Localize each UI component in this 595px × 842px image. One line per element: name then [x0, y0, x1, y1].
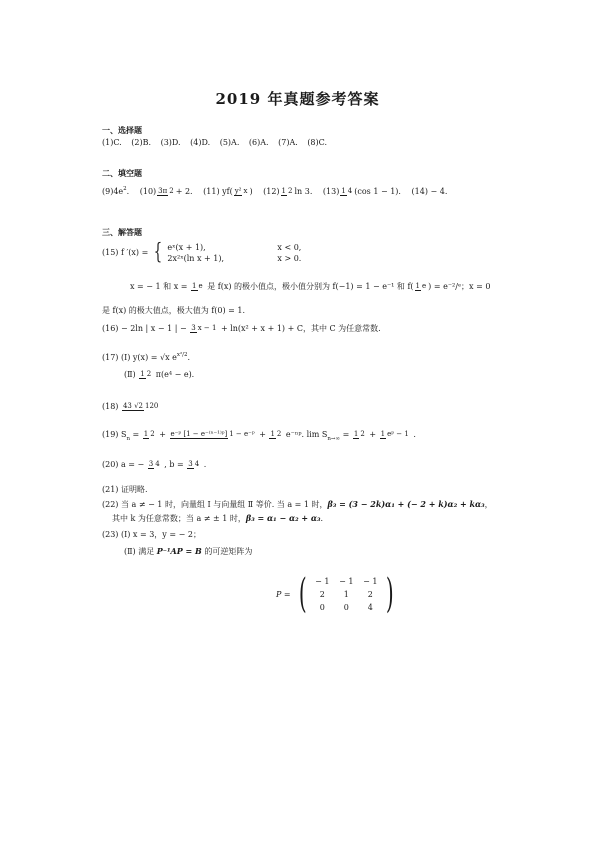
answer-15-l2b: 是 f(x) 的极小值点，极小值分别为 f(−1) = 1 − e⁻¹ 和 f [207, 282, 411, 291]
answer-17b-frac [139, 371, 152, 379]
answer-2: (2)B. [131, 138, 152, 147]
answer-18 [102, 402, 160, 412]
answer-15-label: (15) f ′(x) = [102, 248, 149, 257]
answer-14: (14) − 4. [411, 186, 448, 196]
case-1: eˣ(x + 1), [167, 243, 206, 252]
answer-13-label: (13) [322, 186, 340, 196]
answer-18-den: 120 [145, 402, 159, 410]
answer-13-end: (cos 1 − 1). [354, 186, 401, 196]
answer-15-l2c: = e⁻²/ᵉ；x = 0 [433, 282, 491, 291]
matrix-cell: 1 [343, 589, 349, 599]
answer-12-num: 1 [281, 186, 286, 195]
right-paren-icon: ) [386, 571, 394, 617]
answer-22-a: (22) 当 a ≠ − 1 时，向量组 Ⅰ 与向量组 Ⅱ 等价. 当 a = 1 时， [102, 500, 328, 509]
choice-answers [102, 138, 334, 148]
answer-19-mid: e⁻ⁿᵖ. lim S [285, 430, 328, 439]
answer-15-l2a: x = − 1 和 x = [130, 282, 188, 291]
answer-22-c: ， [484, 500, 493, 509]
answer-7: (7)A. [278, 138, 298, 147]
answer-16-num: 3 [191, 324, 196, 332]
answer-18-frac [122, 403, 159, 411]
answer-19-n3: 1 [270, 430, 275, 438]
matrix-p [276, 571, 398, 617]
answer-20-n1: 3 [148, 460, 154, 468]
answer-17b-end: π(e⁴ − e). [155, 370, 195, 379]
answer-20-d2: 4 [194, 460, 200, 468]
section-heading-solve: 三、解答题 [102, 227, 142, 237]
answer-16-den: x − 1 [197, 324, 217, 332]
answer-10-num: 3π [158, 186, 168, 195]
answer-13 [323, 187, 401, 197]
answer-12-label: (12) [263, 186, 280, 196]
answer-20-n2: 3 [188, 460, 193, 468]
answer-11-frac [234, 188, 249, 196]
answer-23-d: 的可逆矩阵为 [204, 547, 253, 556]
answer-17b-num: 1 [140, 370, 145, 378]
answer-15-line3: 是 f(x) 的极大值点，极大值为 f(0) = 1. [102, 306, 246, 315]
case-2-cond: x > 0. [277, 254, 302, 263]
answer-19-plus2: + [259, 430, 266, 439]
answer-19-limsub: n→∞ [327, 435, 341, 442]
answer-12-frac [281, 188, 294, 196]
fill-answers [102, 184, 447, 197]
answer-19-n2: e⁻ᵖ [1 − e⁻⁽ⁿ⁻¹⁾ᵖ] [170, 430, 228, 438]
answer-17b-label: (Ⅱ) [124, 370, 136, 379]
case-1-cond: x < 0, [277, 243, 302, 252]
answer-11-den: x [243, 186, 248, 195]
answer-12-end: ln 3. [294, 186, 313, 196]
answer-5: (5)A. [219, 138, 240, 147]
answer-1: (1)C. [102, 138, 122, 147]
answer-17b-den: 2 [146, 370, 152, 378]
answer-10-den: 2 [169, 186, 174, 195]
answer-12-den: 2 [288, 186, 293, 195]
answer-19-d4: 2 [360, 430, 365, 438]
answer-4: (4)D. [190, 138, 211, 147]
answer-20-b: , b = [164, 460, 184, 469]
answer-12 [263, 187, 312, 197]
answer-19-plus1: + [159, 430, 166, 439]
answer-22-d: 其中 k 为任意常数；当 a ≠ ± 1 时， [112, 514, 246, 523]
answer-9-text: (9)4e [102, 186, 124, 196]
matrix-cell: 2 [319, 589, 325, 599]
matrix-cell: 4 [367, 602, 373, 612]
answer-17a-sup: x²/2 [176, 352, 188, 358]
left-paren-icon: ( [298, 571, 307, 617]
answer-16 [102, 324, 381, 334]
answer-10-end: + 2. [175, 186, 193, 196]
answer-15-num: 1 [192, 282, 197, 290]
left-brace-icon: { [153, 240, 163, 265]
piecewise-cases [167, 242, 301, 264]
case-2: 2x²ˣ(ln x + 1), [167, 254, 225, 263]
answer-15-num2: 1 [415, 282, 421, 290]
matrix-cell: − 1 [315, 576, 330, 586]
answer-20-end: . [203, 460, 207, 469]
answer-23-line1: (23) (Ⅰ) x = 3，y = − 2； [102, 530, 201, 539]
answer-20-d1: 4 [155, 460, 160, 468]
answer-23-line2 [124, 546, 252, 557]
answer-19-n5: 1 [380, 430, 386, 438]
answer-15-line2: x = − 1 和 x = 1 e 是 f(x) 的极小值点，极小值分别为 f(−1) = 1 − e⁻¹ 和 f( 1 e ) = e⁻²/ᵉ；x = 0 [130, 282, 491, 291]
matrix-cell: 0 [343, 602, 349, 612]
answer-15-frac [191, 283, 204, 291]
answer-11-num: y² [234, 186, 242, 195]
matrix-cell: − 1 [339, 576, 354, 586]
answer-10-frac [157, 188, 175, 196]
answer-20-frac2 [187, 461, 200, 469]
answer-18-label: (18) [102, 402, 119, 411]
answer-19-frac3 [269, 431, 282, 439]
answer-19-d2: 1 − e⁻ᵖ [229, 430, 255, 438]
answer-17b [124, 370, 194, 380]
answer-19-d3: 2 [276, 430, 282, 438]
answer-17a [102, 350, 190, 363]
answer-19-d5: eᵖ − 1 [387, 430, 409, 438]
answer-20-a: (20) a = − [102, 460, 145, 469]
answer-22-b: β₃ = (3 − 2k)α₁ + (− 2 + k)α₂ + kα₃ [327, 499, 485, 509]
page-title: 2019 年真题参考答案 [215, 90, 380, 108]
answer-19-d1: 2 [150, 430, 155, 438]
answer-19-n4: 1 [353, 430, 359, 438]
answer-17a-text: (17) (Ⅰ) y(x) = √x e [102, 352, 177, 362]
answer-20 [102, 460, 206, 470]
answer-16-b: + ln(x² + x + 1) + C，其中 C 为任意常数. [220, 324, 381, 333]
answer-17a-end: . [187, 352, 191, 362]
answer-9-sup: 2 [123, 186, 127, 192]
answer-15-den: e [198, 282, 203, 290]
answer-20-frac1 [148, 461, 161, 469]
answer-16-a: (16) − 2ln | x − 1 | − [102, 324, 187, 333]
answer-15-frac2 [415, 283, 428, 291]
answer-19-eq2: = [342, 430, 350, 439]
answer-13-num: 1 [341, 186, 346, 195]
answer-19-eq: = [132, 430, 140, 439]
answer-23-b: (Ⅱ) 满足 [124, 547, 155, 556]
answer-19-frac4 [353, 431, 366, 439]
answer-6: (6)A. [248, 138, 269, 147]
answer-11-label: (11) yf [203, 186, 230, 196]
matrix-cell: 0 [319, 602, 325, 612]
answer-16-frac [190, 325, 217, 333]
answer-19 [102, 430, 416, 444]
answer-19-plus3: + [369, 430, 377, 439]
matrix-grid [310, 577, 382, 612]
answer-23-c: P⁻¹AP = B [156, 546, 202, 556]
answer-19-frac2 [170, 431, 256, 439]
answer-22-line2 [112, 513, 323, 524]
answer-19-frac5 [380, 431, 410, 439]
answer-21: (21) 证明略. [102, 485, 148, 494]
answer-19-frac1 [143, 431, 156, 439]
answer-10 [140, 187, 193, 197]
answer-10-label: (10) [139, 186, 157, 196]
answer-22-line1 [102, 499, 493, 510]
matrix-cell: 2 [367, 589, 373, 599]
answer-11: (11) yf( y² x ) [203, 186, 253, 196]
answer-13-den: 4 [347, 186, 353, 195]
answer-13-frac [340, 188, 353, 196]
answer-19-label: (19) S [102, 430, 127, 439]
answer-8: (8)C. [307, 138, 328, 147]
answer-15-den2: e [422, 282, 427, 290]
matrix-label: P = [276, 589, 291, 599]
section-heading-choice: 一、选择题 [102, 125, 142, 135]
answer-3: (3)D. [160, 138, 181, 147]
answer-22-f: . [320, 514, 324, 523]
section-heading-fill: 二、填空题 [102, 168, 142, 178]
answer-9-end: . [126, 186, 130, 196]
answer-18-num: 43 √2 [122, 402, 144, 410]
answer-15-line1 [102, 242, 301, 264]
answer-19-end: . [413, 430, 416, 439]
answer-9 [102, 184, 129, 197]
matrix-cell: − 1 [363, 576, 378, 586]
answer-19-sub: n [126, 435, 130, 442]
answer-19-n1: 1 [143, 430, 149, 438]
answer-22-e: β₃ = α₁ − α₂ + α₃ [245, 513, 321, 523]
